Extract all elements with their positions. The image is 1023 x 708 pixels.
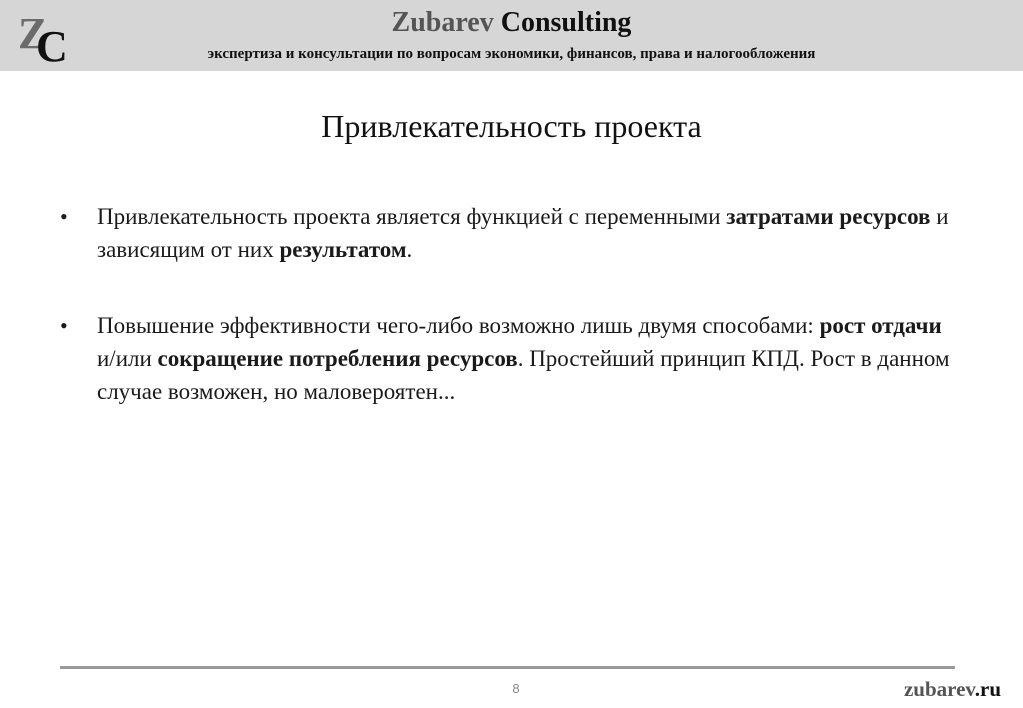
bullet-2-text-2: и/или [97,346,158,371]
bullet-2-text-1: Повышение эффективности чего-либо возможно лишь двумя способами: [97,313,820,338]
footer-divider [60,666,955,669]
site-url[interactable] [904,677,1001,701]
bullet-1-bold-1: затратами ресурсов [726,204,931,229]
bullet-list [60,200,960,451]
bullet-item-1 [60,200,960,266]
bullet-dot-icon: • [60,204,68,229]
site-url-part1: zubarev [903,677,975,701]
slide-title: Привлекательность проекта [321,108,702,144]
brand-name [0,6,1023,40]
site-url-part2: .ru [974,677,1001,701]
tagline: экспертиза и консультации по вопросам экономики, финансов, права и налогообложения [207,46,816,62]
bullet-item-2 [60,309,960,408]
bullet-1-text-3: . [406,237,413,262]
bullet-dot-icon: • [60,313,68,338]
svg-text:C: C [36,22,68,66]
bullet-2-bold-2: сокращение потребления ресурсов [157,346,518,371]
header-band [0,0,1023,71]
bullet-1-text-1: Привлекательность проекта является функцией с переменными [97,204,727,229]
bullet-1-bold-2: результатом [279,237,407,262]
brand-name-part2: Consulting [500,7,632,38]
svg-text:Z: Z [18,9,48,58]
bullet-2-text-3: . Простейший принцип КПД. Рост в данном случае возможен, но маловероятен... [97,346,950,404]
bullet-1-text-2: и зависящим от них [97,204,949,262]
page-number: 8 [512,681,520,696]
bullet-2-bold-1: рост отдачи [819,313,942,338]
brand-name-part1: Zubarev [391,7,494,38]
